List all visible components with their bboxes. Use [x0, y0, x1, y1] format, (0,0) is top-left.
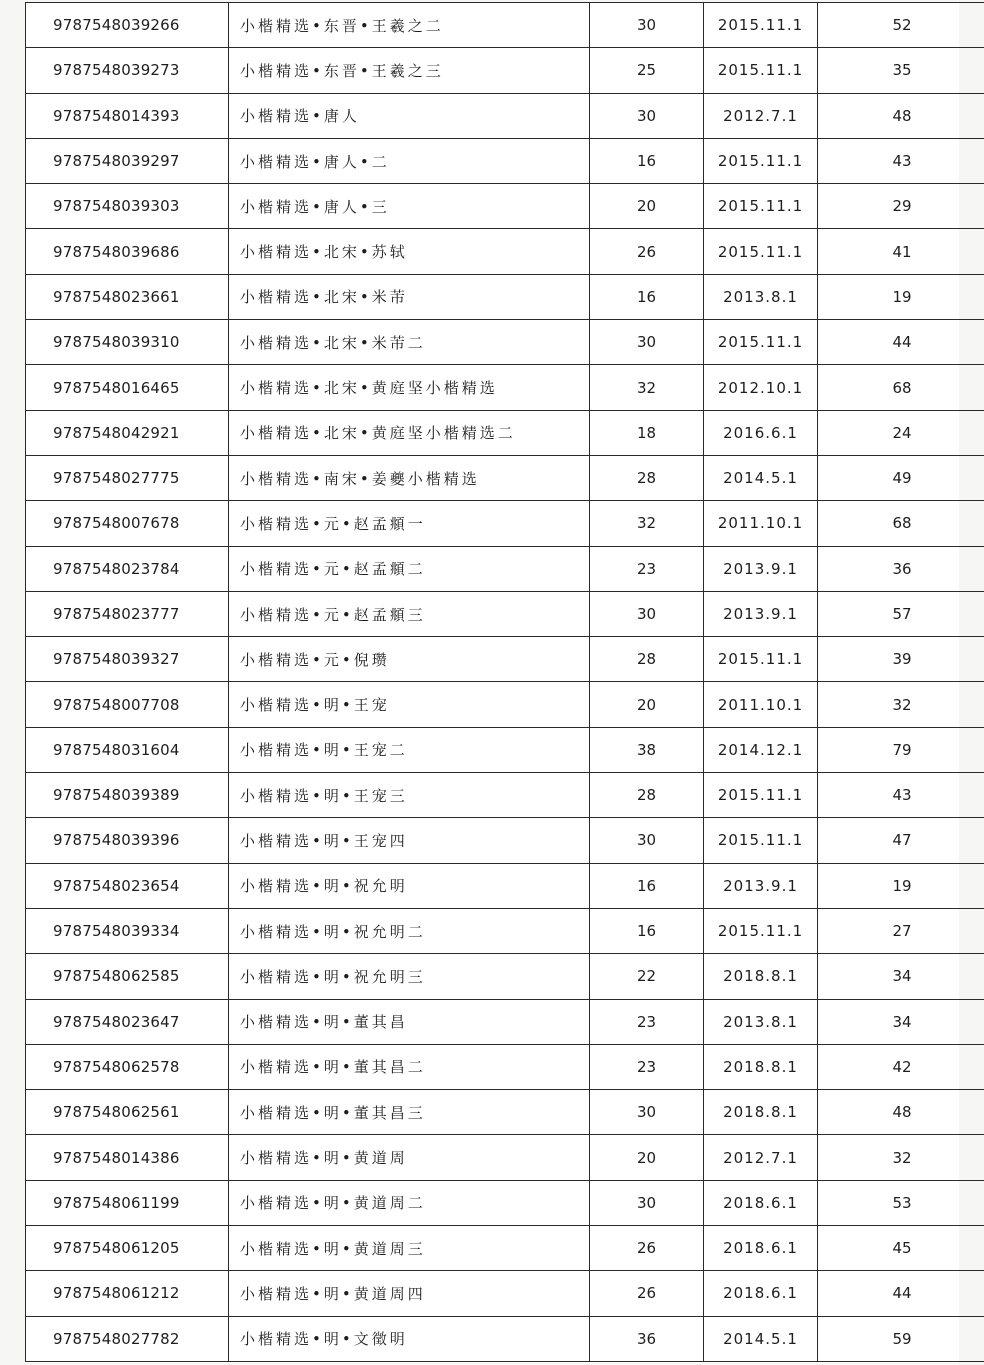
pages-cell: 30 — [590, 818, 704, 863]
pages-cell: 28 — [590, 455, 704, 500]
date-cell: 2014.12.1 — [704, 727, 818, 772]
price-cell: 68 — [818, 365, 984, 410]
isbn-cell: 9787548027782 — [26, 1316, 229, 1361]
table-row — [26, 455, 984, 500]
title-cell: 小楷精选•明•王宠三 — [229, 773, 590, 818]
price-cell: 49 — [818, 455, 984, 500]
pages-cell: 20 — [590, 682, 704, 727]
date-cell: 2015.11.1 — [704, 229, 818, 274]
pages-cell: 30 — [590, 3, 704, 48]
price-cell: 68 — [818, 501, 984, 546]
table-row — [26, 954, 984, 999]
pages-cell: 32 — [590, 365, 704, 410]
price-cell: 41 — [818, 229, 984, 274]
price-cell: 57 — [818, 591, 984, 636]
table-row — [26, 637, 984, 682]
date-cell: 2013.8.1 — [704, 999, 818, 1044]
title-cell: 小楷精选•明•王宠 — [229, 682, 590, 727]
price-cell: 34 — [818, 954, 984, 999]
isbn-cell: 9787548023647 — [26, 999, 229, 1044]
isbn-cell: 9787548062585 — [26, 954, 229, 999]
date-cell: 2013.9.1 — [704, 863, 818, 908]
pages-cell: 30 — [590, 591, 704, 636]
price-cell: 29 — [818, 184, 984, 229]
isbn-cell: 9787548007678 — [26, 501, 229, 546]
date-cell: 2018.8.1 — [704, 1044, 818, 1089]
price-cell: 32 — [818, 1135, 984, 1180]
date-cell: 2018.6.1 — [704, 1271, 818, 1316]
date-cell: 2015.11.1 — [704, 320, 818, 365]
title-cell: 小楷精选•唐人•二 — [229, 138, 590, 183]
date-cell: 2014.5.1 — [704, 455, 818, 500]
isbn-cell: 9787548061199 — [26, 1180, 229, 1225]
price-cell: 52 — [818, 3, 984, 48]
pages-cell: 32 — [590, 501, 704, 546]
isbn-cell: 9787548023784 — [26, 546, 229, 591]
isbn-cell: 9787548023654 — [26, 863, 229, 908]
title-cell: 小楷精选•唐人•三 — [229, 184, 590, 229]
pages-cell: 25 — [590, 48, 704, 93]
table-row — [26, 591, 984, 636]
pages-cell: 16 — [590, 908, 704, 953]
isbn-cell: 9787548039389 — [26, 773, 229, 818]
price-cell: 45 — [818, 1226, 984, 1271]
table-row — [26, 546, 984, 591]
table-row — [26, 818, 984, 863]
pages-cell: 20 — [590, 1135, 704, 1180]
table-row — [26, 682, 984, 727]
price-cell: 48 — [818, 93, 984, 138]
isbn-cell: 9787548039273 — [26, 48, 229, 93]
title-cell: 小楷精选•北宋•米芾 — [229, 274, 590, 319]
isbn-cell: 9787548039303 — [26, 184, 229, 229]
pages-cell: 16 — [590, 863, 704, 908]
price-cell: 39 — [818, 637, 984, 682]
pages-cell: 36 — [590, 1316, 704, 1361]
isbn-cell: 9787548016465 — [26, 365, 229, 410]
pages-cell: 26 — [590, 1226, 704, 1271]
title-cell: 小楷精选•元•赵孟頫二 — [229, 546, 590, 591]
table-row — [26, 1180, 984, 1225]
date-cell: 2014.5.1 — [704, 1316, 818, 1361]
pages-cell: 20 — [590, 184, 704, 229]
table-row — [26, 863, 984, 908]
date-cell: 2012.7.1 — [704, 1135, 818, 1180]
date-cell: 2015.11.1 — [704, 184, 818, 229]
table-row — [26, 1226, 984, 1271]
price-cell: 27 — [818, 908, 984, 953]
date-cell: 2013.9.1 — [704, 591, 818, 636]
isbn-cell: 9787548062578 — [26, 1044, 229, 1089]
table-row — [26, 410, 984, 455]
date-cell: 2018.6.1 — [704, 1226, 818, 1271]
date-cell: 2018.8.1 — [704, 1090, 818, 1135]
table-row — [26, 727, 984, 772]
title-cell: 小楷精选•明•黄道周 — [229, 1135, 590, 1180]
price-cell: 48 — [818, 1090, 984, 1135]
table-row — [26, 501, 984, 546]
table-row — [26, 274, 984, 319]
book-list-sheet — [25, 2, 959, 1363]
price-cell: 53 — [818, 1180, 984, 1225]
date-cell: 2013.9.1 — [704, 546, 818, 591]
table-body — [26, 3, 984, 1362]
pages-cell: 23 — [590, 999, 704, 1044]
price-cell: 43 — [818, 138, 984, 183]
pages-cell: 28 — [590, 773, 704, 818]
title-cell: 小楷精选•元•赵孟頫三 — [229, 591, 590, 636]
pages-cell: 38 — [590, 727, 704, 772]
date-cell: 2015.11.1 — [704, 3, 818, 48]
pages-cell: 18 — [590, 410, 704, 455]
isbn-cell: 9787548014386 — [26, 1135, 229, 1180]
table-row — [26, 1044, 984, 1089]
isbn-cell: 9787548061205 — [26, 1226, 229, 1271]
pages-cell: 23 — [590, 546, 704, 591]
title-cell: 小楷精选•东晋•王羲之三 — [229, 48, 590, 93]
table-row — [26, 1135, 984, 1180]
table-row — [26, 184, 984, 229]
date-cell: 2015.11.1 — [704, 637, 818, 682]
date-cell: 2012.10.1 — [704, 365, 818, 410]
price-cell: 44 — [818, 1271, 984, 1316]
table-row — [26, 93, 984, 138]
table-row — [26, 999, 984, 1044]
isbn-cell: 9787548031604 — [26, 727, 229, 772]
pages-cell: 28 — [590, 637, 704, 682]
title-cell: 小楷精选•明•董其昌三 — [229, 1090, 590, 1135]
table-row — [26, 773, 984, 818]
pages-cell: 30 — [590, 320, 704, 365]
table-row — [26, 48, 984, 93]
table-row — [26, 908, 984, 953]
table-row — [26, 1316, 984, 1361]
title-cell: 小楷精选•明•文徵明 — [229, 1316, 590, 1361]
price-cell: 47 — [818, 818, 984, 863]
table-row — [26, 229, 984, 274]
price-cell: 32 — [818, 682, 984, 727]
pages-cell: 26 — [590, 229, 704, 274]
title-cell: 小楷精选•明•王宠二 — [229, 727, 590, 772]
price-cell: 44 — [818, 320, 984, 365]
title-cell: 小楷精选•北宋•米芾二 — [229, 320, 590, 365]
pages-cell: 23 — [590, 1044, 704, 1089]
title-cell: 小楷精选•明•祝允明 — [229, 863, 590, 908]
isbn-cell: 9787548007708 — [26, 682, 229, 727]
price-cell: 34 — [818, 999, 984, 1044]
title-cell: 小楷精选•明•王宠四 — [229, 818, 590, 863]
table-row — [26, 320, 984, 365]
date-cell: 2015.11.1 — [704, 48, 818, 93]
date-cell: 2015.11.1 — [704, 138, 818, 183]
price-cell: 59 — [818, 1316, 984, 1361]
title-cell: 小楷精选•南宋•姜夔小楷精选 — [229, 455, 590, 500]
pages-cell: 30 — [590, 1180, 704, 1225]
title-cell: 小楷精选•明•黄道周二 — [229, 1180, 590, 1225]
title-cell: 小楷精选•元•倪瓒 — [229, 637, 590, 682]
price-cell: 24 — [818, 410, 984, 455]
date-cell: 2018.8.1 — [704, 954, 818, 999]
isbn-cell: 9787548039327 — [26, 637, 229, 682]
date-cell: 2015.11.1 — [704, 908, 818, 953]
date-cell: 2018.6.1 — [704, 1180, 818, 1225]
date-cell: 2015.11.1 — [704, 773, 818, 818]
table-row — [26, 1271, 984, 1316]
isbn-cell: 9787548061212 — [26, 1271, 229, 1316]
title-cell: 小楷精选•唐人 — [229, 93, 590, 138]
pages-cell: 22 — [590, 954, 704, 999]
title-cell: 小楷精选•明•黄道周四 — [229, 1271, 590, 1316]
date-cell: 2012.7.1 — [704, 93, 818, 138]
price-cell: 43 — [818, 773, 984, 818]
isbn-cell: 9787548014393 — [26, 93, 229, 138]
isbn-cell: 9787548062561 — [26, 1090, 229, 1135]
book-list-table — [25, 2, 984, 1362]
isbn-cell: 9787548039310 — [26, 320, 229, 365]
price-cell: 42 — [818, 1044, 984, 1089]
pages-cell: 16 — [590, 138, 704, 183]
title-cell: 小楷精选•明•黄道周三 — [229, 1226, 590, 1271]
title-cell: 小楷精选•北宋•黄庭坚小楷精选二 — [229, 410, 590, 455]
table-row — [26, 3, 984, 48]
table-row — [26, 365, 984, 410]
price-cell: 19 — [818, 274, 984, 319]
isbn-cell: 9787548039297 — [26, 138, 229, 183]
title-cell: 小楷精选•明•董其昌二 — [229, 1044, 590, 1089]
title-cell: 小楷精选•东晋•王羲之二 — [229, 3, 590, 48]
price-cell: 79 — [818, 727, 984, 772]
isbn-cell: 9787548027775 — [26, 455, 229, 500]
price-cell: 19 — [818, 863, 984, 908]
date-cell: 2016.6.1 — [704, 410, 818, 455]
isbn-cell: 9787548023777 — [26, 591, 229, 636]
isbn-cell: 9787548023661 — [26, 274, 229, 319]
table-row — [26, 1090, 984, 1135]
isbn-cell: 9787548039686 — [26, 229, 229, 274]
isbn-cell: 9787548039266 — [26, 3, 229, 48]
isbn-cell: 9787548039396 — [26, 818, 229, 863]
title-cell: 小楷精选•北宋•苏轼 — [229, 229, 590, 274]
price-cell: 35 — [818, 48, 984, 93]
pages-cell: 30 — [590, 93, 704, 138]
title-cell: 小楷精选•北宋•黄庭坚小楷精选 — [229, 365, 590, 410]
date-cell: 2011.10.1 — [704, 682, 818, 727]
isbn-cell: 9787548042921 — [26, 410, 229, 455]
title-cell: 小楷精选•明•祝允明二 — [229, 908, 590, 953]
date-cell: 2013.8.1 — [704, 274, 818, 319]
price-cell: 36 — [818, 546, 984, 591]
date-cell: 2011.10.1 — [704, 501, 818, 546]
title-cell: 小楷精选•元•赵孟頫一 — [229, 501, 590, 546]
table-row — [26, 138, 984, 183]
title-cell: 小楷精选•明•董其昌 — [229, 999, 590, 1044]
pages-cell: 30 — [590, 1090, 704, 1135]
date-cell: 2015.11.1 — [704, 818, 818, 863]
pages-cell: 26 — [590, 1271, 704, 1316]
title-cell: 小楷精选•明•祝允明三 — [229, 954, 590, 999]
isbn-cell: 9787548039334 — [26, 908, 229, 953]
pages-cell: 16 — [590, 274, 704, 319]
